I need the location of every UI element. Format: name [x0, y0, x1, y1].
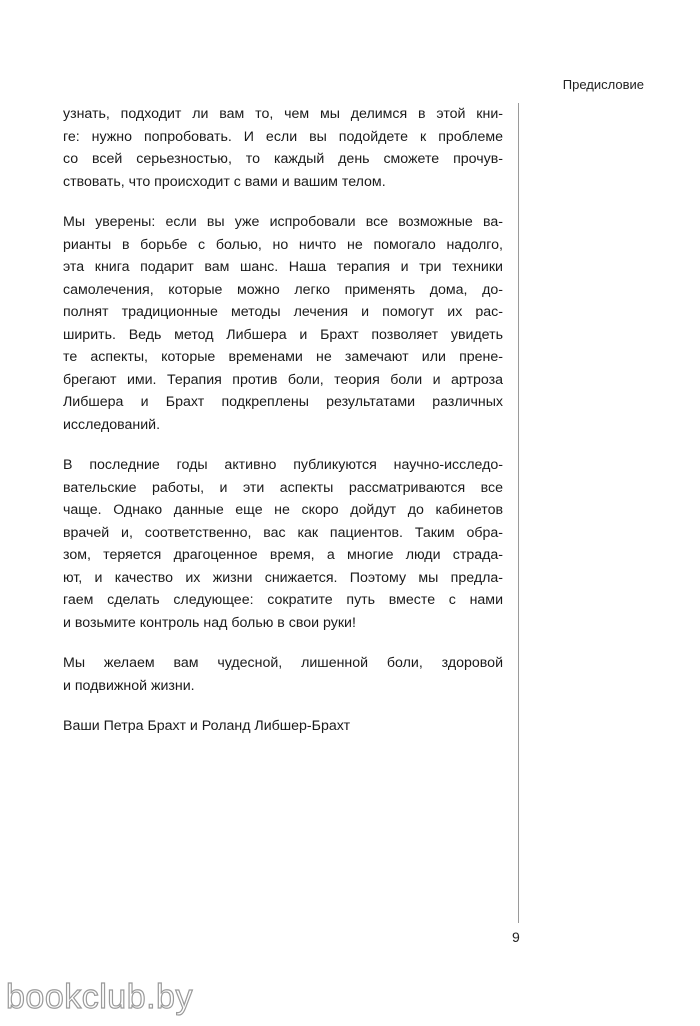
text-line: и подвижной жизни.: [63, 677, 195, 694]
paragraph: [63, 652, 503, 697]
text-line: ют, и качество их жизни снижается. Поэтому мы предла-: [63, 569, 503, 586]
text-line: В последние годы активно публикуются научно-исследо-: [63, 457, 503, 473]
text-line: гаем сделать следующее: сократите путь вместе с нами: [63, 592, 503, 608]
paragraph: [63, 454, 503, 634]
text-line: ширить. Ведь метод Либшера и Брахт позволяет увидеть: [63, 326, 503, 343]
text-line: зом, теряется драгоценное время, а многие люди страда-: [63, 547, 503, 563]
text-line: ге: нужно попробовать. И если вы подойдете к проблеме: [63, 128, 503, 145]
text-line: эта книга подарит вам шанс. Наша терапия и три техники: [63, 259, 503, 275]
text-line: ствовать, что происходит с вами и вашим телом.: [63, 173, 386, 190]
text-line: со всей серьезностью, то каждый день сможете прочув-: [63, 151, 503, 167]
page-number: 9: [512, 929, 520, 945]
paragraph: [63, 211, 503, 436]
text-line: вательские работы, и эти аспекты рассматриваются все: [63, 479, 503, 496]
running-header: Предисловие: [562, 77, 644, 92]
text-line: исследований.: [63, 416, 161, 433]
watermark-logo: bookclub.by: [6, 978, 193, 1016]
paragraph: [63, 103, 503, 193]
signature: Ваши Петра Брахт и Роланд Либшер-Брахт: [63, 718, 351, 734]
text-line: рианты в борьбе с болью, но ничто не помогало надолго,: [63, 236, 503, 253]
text-line: самолечения, которые можно легко применять дома, до-: [63, 281, 503, 298]
body-text: [63, 103, 503, 738]
text-line: врачей и, соответственно, вас как пациентов. Таким обра-: [63, 524, 503, 541]
text-line: узнать, подходит ли вам то, чем мы делимся в этой кни-: [63, 106, 503, 122]
text-line: брегают ими. Терапия против боли, теория боли и артроза: [63, 371, 503, 388]
text-line: и возьмите контроль над болью в свои руки!: [63, 614, 356, 631]
text-line: Либшера и Брахт подкреплены результатами различных: [63, 394, 503, 410]
text-line: те аспекты, которые временами не замечают или прене-: [63, 349, 503, 365]
text-line: полнят традиционные методы лечения и помогут их рас-: [63, 304, 503, 320]
text-line: чаще. Однако данные еще не скоро дойдут до кабинетов: [63, 502, 503, 518]
text-line: Мы уверены: если вы уже испробовали все возможные ва-: [63, 214, 503, 230]
text-line: Мы желаем вам чудесной, лишенной боли, здоровой: [63, 655, 503, 671]
margin-rule: [518, 103, 519, 923]
